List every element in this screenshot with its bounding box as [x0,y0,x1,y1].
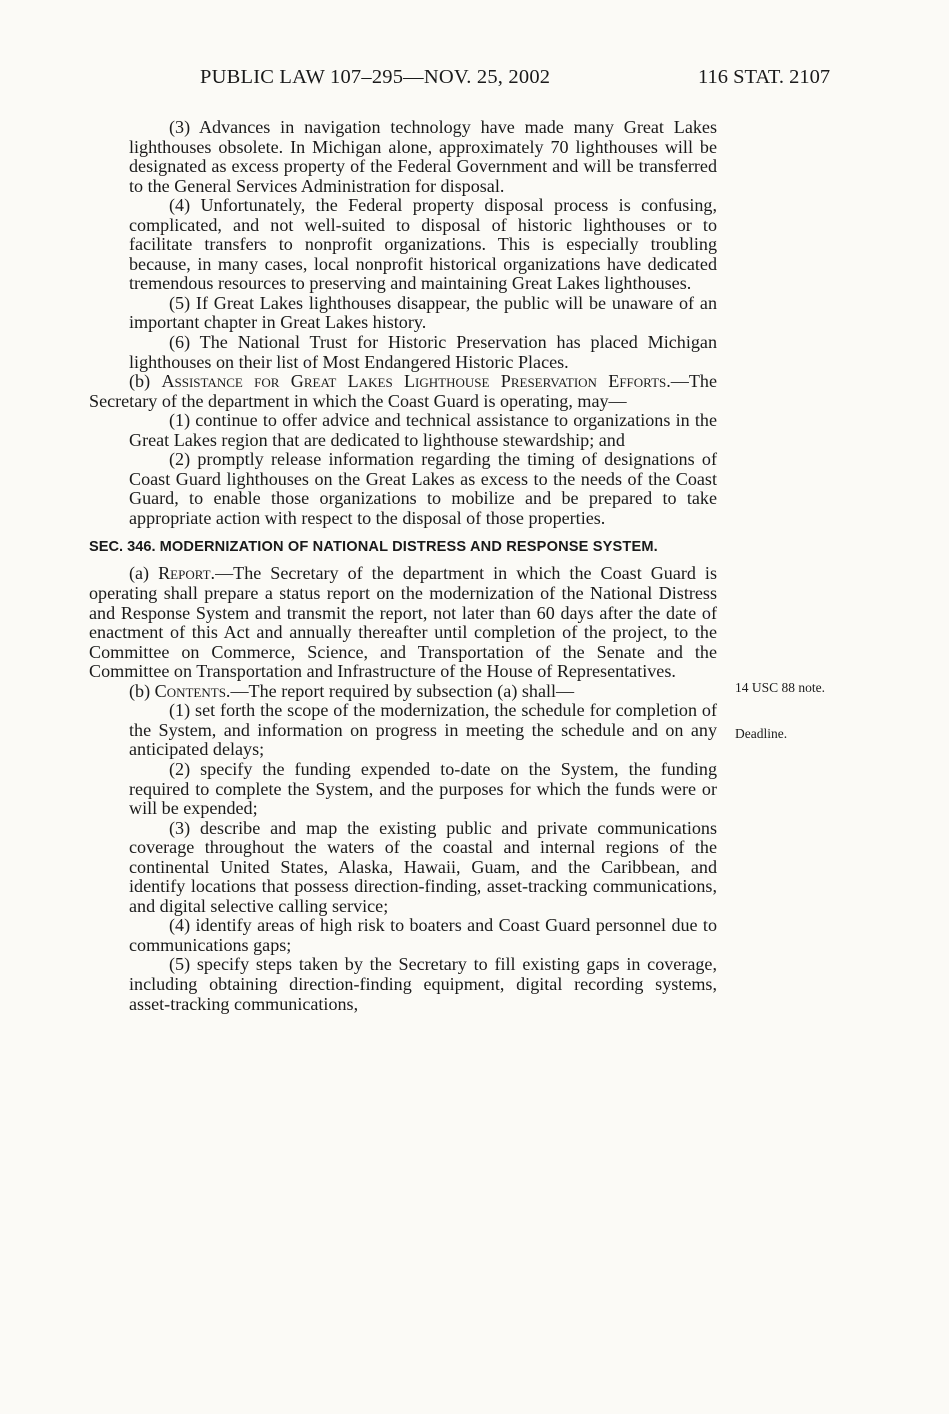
assistance-item-1: (1) continue to offer advice and technical assistance to organizations in the Great Lakes region that are dedicated to lighthouse stewardship; and [129,410,717,450]
contents-text: —The report required by subsection (a) shall— [230,680,575,701]
contents-item-2: (2) specify the funding expended to-date on the System, the funding required to complete the System, and the purposes for which the funds were or will be expended; [129,758,717,819]
contents-item-3: (3) describe and map the existing public and private communications coverage throughout the waters of the coastal and internal regions of the continental United States, Alaska, Hawaii, Guam, and the Caribbean, and identify locations that possess direction-finding, asset-tracking communications, and digital selective calling service; [129,817,717,916]
finding-paragraph-4: (4) Unfortunately, the Federal property disposal process is confusing, complicated, and not well-suited to disposal of historic lighthouses or to facilitate transfers to nonprofit organizations. This is especially troubling because, in many cases, local nonprofit historical organizations have dedicated tremendous resources to preserving and maintaining Great Lakes lighthouses. [129,195,717,294]
contents-item-1: (1) set forth the scope of the modernization, the schedule for completion of the System, and information on progress in meeting the schedule and on any anticipated delays; [129,700,717,760]
contents-item-5: (5) specify steps taken by the Secretary to fill existing gaps in coverage, including obtaining direction-finding equipment, digital recording systems, asset-tracking communications, [129,954,717,1014]
section-title: MODERNIZATION OF NATIONAL DISTRESS AND RESPONSE SYSTEM. [159,539,658,556]
finding-paragraph-5: (5) If Great Lakes lighthouses disappear, the public will be unaware of an important chapter in Great Lakes history. [129,292,717,333]
subsection-a-report [89,564,717,681]
body-text [89,118,717,1014]
subsection-text: —The Secretary of the department in which the Coast Guard is operating, may— [89,371,717,411]
section-heading [89,539,717,556]
contents-label: (b) [129,680,151,701]
finding-paragraph-3: (3) Advances in navigation technology have made many Great Lakes lighthouses obsolete. In Michigan alone, approximately 70 lighthouses will be designated as excess property of the Federal Government and will be transferred to the General Services Administration for disposal. [129,117,717,196]
margin-note-usc: 14 USC 88 note. [735,680,826,695]
section-number: SEC. 346. [89,539,156,556]
report-text: —The Secretary of the department in which the Coast Guard is operating shall prepare a status report on the modernization of the National Distress and Response System and transmit the report, not later than 60 days after the date of enactment of this Act and annually thereafter until completion of the project, to the Committee on Commerce, Science, and Transportation of the Senate and the Committee on Transportation and Infrastructure of the House of Representatives. [89,563,717,682]
assistance-item-2: (2) promptly release information regarding the timing of designations of Coast Guard lighthouses on the Great Lakes as excess to the needs of the Coast Guard, to enable those organizations to mobilize and be prepared to take appropriate action with respect to the disposal of those properties. [129,449,717,528]
subsection-b-contents [89,682,717,702]
subsection-b-assistance [89,372,717,411]
finding-paragraph-6: (6) The National Trust for Historic Preservation has placed Michigan lighthouses on their list of Most Endangered Historic Places. [129,332,717,372]
report-label: (a) [129,563,150,584]
margin-note-deadline: Deadline. [735,726,788,741]
contents-item-4: (4) identify areas of high risk to boaters and Coast Guard personnel due to communications gaps; [129,915,717,955]
subsection-heading: Assistance for Great Lakes Lighthouse Preservation Efforts. [161,371,671,392]
contents-heading: Contents. [154,680,231,701]
report-heading: Report. [158,563,216,584]
page-header-stat: 116 STAT. 2107 [698,66,831,88]
page-header-title: PUBLIC LAW 107–295—NOV. 25, 2002 [200,66,551,88]
subsection-label: (b) [129,371,151,392]
